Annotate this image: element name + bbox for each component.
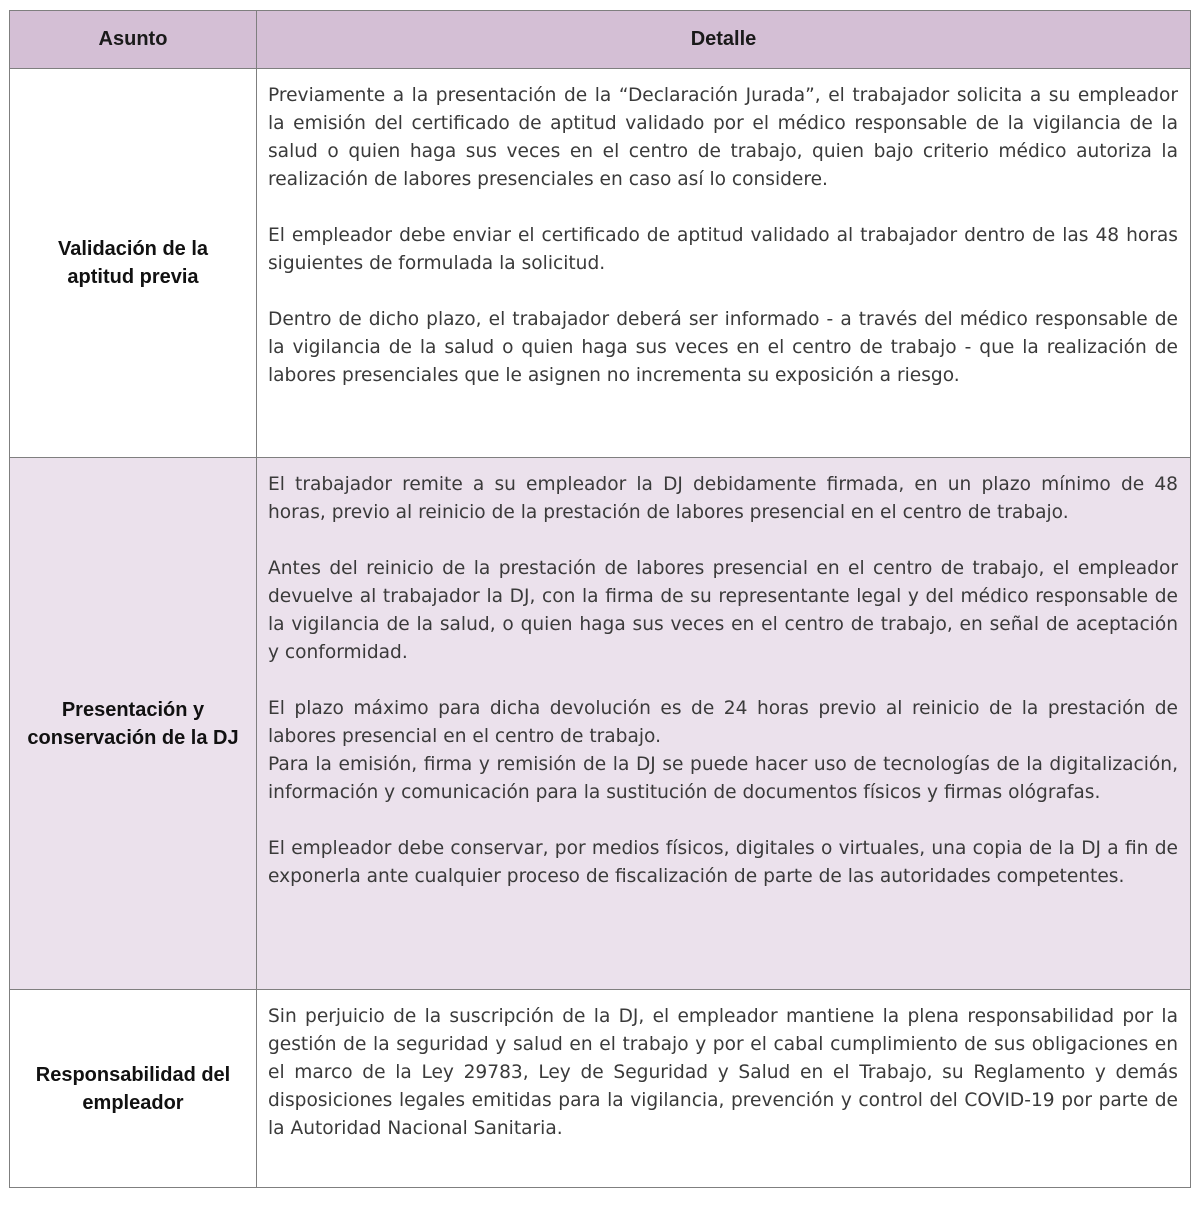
topic-responsabilidad: Responsabilidad del empleador	[10, 990, 257, 1188]
detail-presentacion	[257, 458, 1191, 990]
table-header-row	[10, 11, 1191, 69]
detail-validacion	[257, 69, 1191, 458]
detail-paragraph: Sin perjuicio de la suscripción de la DJ, el empleador mantiene la plena responsabilidad por la gestión de la seguridad y salud en el trabajo y por el cabal cumplimiento de sus obligaciones en el marco de la Ley 29783, Ley de Seguridad y Salud en el Trabajo, su Reglamento y demás disposiciones legales emitidas para la vigilancia, prevención y control del COVID-19 por parte de la Autoridad Nacional Sanitaria.	[268, 1006, 1178, 1139]
header-asunto: Asunto	[10, 11, 257, 69]
table-row	[10, 69, 1191, 458]
detail-paragraph: Para la emisión, firma y remisión de la DJ se puede hacer uso de tecnologías de la digitalización, información y comunicación para la sustitución de documentos físicos y firmas ológrafas.	[268, 754, 1178, 803]
detail-responsabilidad	[257, 990, 1191, 1188]
detail-paragraph: Previamente a la presentación de la “Declaración Jurada”, el trabajador solicita a su empleador la emisión del certificado de aptitud validado por el médico responsable de la vigilancia de la salud o quien haga sus veces en el centro de trabajo, quien bajo criterio médico autoriza la realización de labores presenciales en caso así lo considere.	[268, 85, 1178, 190]
table-row	[10, 458, 1191, 990]
detail-paragraph: El plazo máximo para dicha devolución es de 24 horas previo al reinicio de la prestación de labores presencial en el centro de trabajo.	[268, 698, 1178, 747]
topic-validacion: Validación de la aptitud previa	[10, 69, 257, 458]
detail-paragraph: Dentro de dicho plazo, el trabajador deberá ser informado - a través del médico responsable de la vigilancia de la salud o quien haga sus veces en el centro de trabajo - que la realización de labores presenciales que le asignen no incrementa su exposición a riesgo.	[268, 309, 1178, 386]
table-row	[10, 990, 1191, 1188]
detail-paragraph: El trabajador remite a su empleador la DJ debidamente firmada, en un plazo mínimo de 48 horas, previo al reinicio de la prestación de labores presencial en el centro de trabajo.	[268, 474, 1178, 523]
topic-presentacion: Presentación y conservación de la DJ	[10, 458, 257, 990]
info-table	[9, 10, 1191, 1188]
detail-paragraph: El empleador debe conservar, por medios físicos, digitales o virtuales, una copia de la DJ a fin de exponerla ante cualquier proceso de fiscalización de parte de las autoridades competentes.	[268, 838, 1178, 887]
header-detalle: Detalle	[257, 11, 1191, 69]
detail-paragraph: El empleador debe enviar el certificado de aptitud validado al trabajador dentro de las 48 horas siguientes de formulada la solicitud.	[268, 225, 1178, 274]
detail-paragraph: Antes del reinicio de la prestación de labores presencial en el centro de trabajo, el empleador devuelve al trabajador la DJ, con la firma de su representante legal y del médico responsable de la vigilancia de la salud, o quien haga sus veces en el centro de trabajo, en señal de aceptación y conformidad.	[268, 558, 1178, 663]
